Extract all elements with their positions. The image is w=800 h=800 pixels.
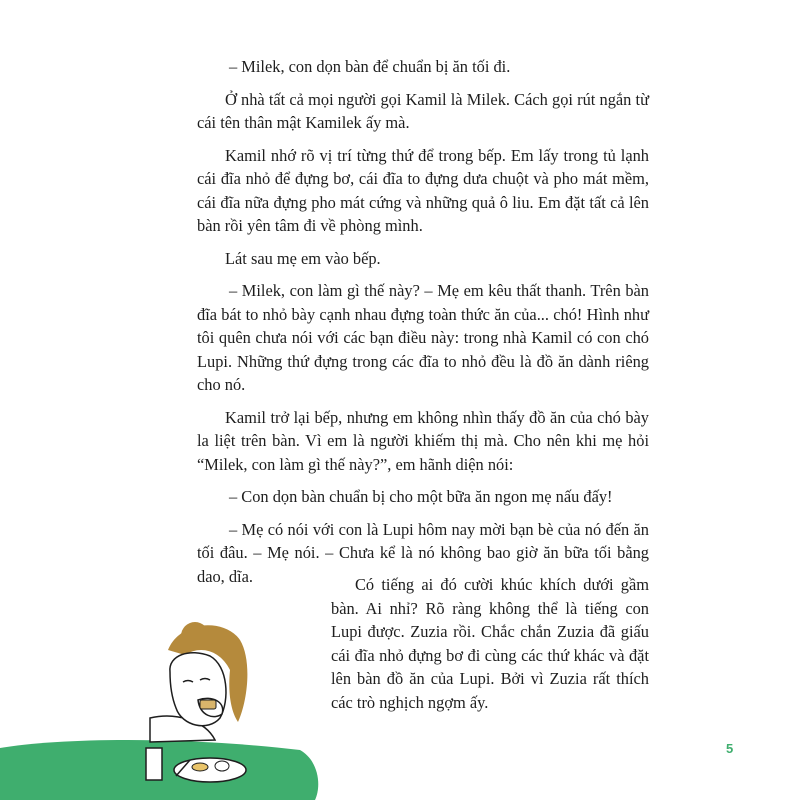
side-paragraph: Có tiếng ai đó cười khúc khích dưới gầm bàn. Ai nhỉ? Rõ ràng không thể là tiếng con Lupi được. Zuzia rồi. Chắc chắn Zuzia đã giấu cái đĩa nhỏ đựng bơ đi cùng các thứ khác và đặt lên bàn đồ ăn của Lupi. Bởi vì Zuzia rất thích các trò nghịch ngợm ấy. <box>331 575 649 712</box>
page-number: 5 <box>726 741 734 756</box>
food-item <box>215 761 229 771</box>
main-text <box>197 55 649 597</box>
side-text <box>331 573 649 714</box>
paragraph-1: – Milek, con dọn bàn để chuẩn bị ăn tối đi. <box>229 57 511 76</box>
paragraph-2: Ở nhà tất cả mọi người gọi Kamil là Milek. Cách gọi rút ngắn từ cái tên thân mật Kamilek ấy mà. <box>197 89 649 132</box>
paragraph-7: – Con dọn bàn chuẩn bị cho một bữa ăn ngon mẹ nấu đấy! <box>229 487 613 506</box>
glass <box>146 748 162 780</box>
plate <box>174 758 246 782</box>
paragraph-3: Kamil nhớ rõ vị trí từng thứ để trong bếp. Em lấy trong tủ lạnh cái đĩa nhỏ để đựng bơ, cái đĩa to đựng dưa chuột và pho mát mềm, cái đĩa nữa đựng pho mát cứng và những quả ô liu. Em đặt tất cả lên bàn rồi yên tâm đi về phòng mình. <box>197 145 649 235</box>
girl-eating-illustration <box>0 600 330 800</box>
hair-bun <box>181 622 209 650</box>
paragraph-5: – Milek, con làm gì thế này? – Mẹ em kêu thất thanh. Trên bàn đĩa bát to nhỏ bày cạnh nhau đựng toàn thức ăn của... chó! Hình như tôi quên chưa nói với các bạn điều này: trong nhà Kamil có con chó Lupi. Những thứ đựng trong các đĩa to nhỏ đều là đồ ăn dành riêng cho nó. <box>197 281 649 394</box>
bread-slice <box>200 700 216 709</box>
paragraph-8: – Mẹ có nói với con là Lupi hôm nay mời bạn bè của nó đến ăn tối đâu. – Mẹ nói. – Chưa kể là nó không bao giờ ăn bữa tối bằng dao, dĩa. <box>197 519 649 586</box>
paragraph-6: Kamil trở lại bếp, nhưng em không nhìn thấy đồ ăn của chó bày la liệt trên bàn. Vì em là người khiếm thị mà. Cho nên khi mẹ hỏi “Milek, con làm gì thế này?”, em hãnh diện nói: <box>197 407 649 474</box>
paragraph-4: Lát sau mẹ em vào bếp. <box>225 248 381 268</box>
food-item <box>192 763 208 771</box>
